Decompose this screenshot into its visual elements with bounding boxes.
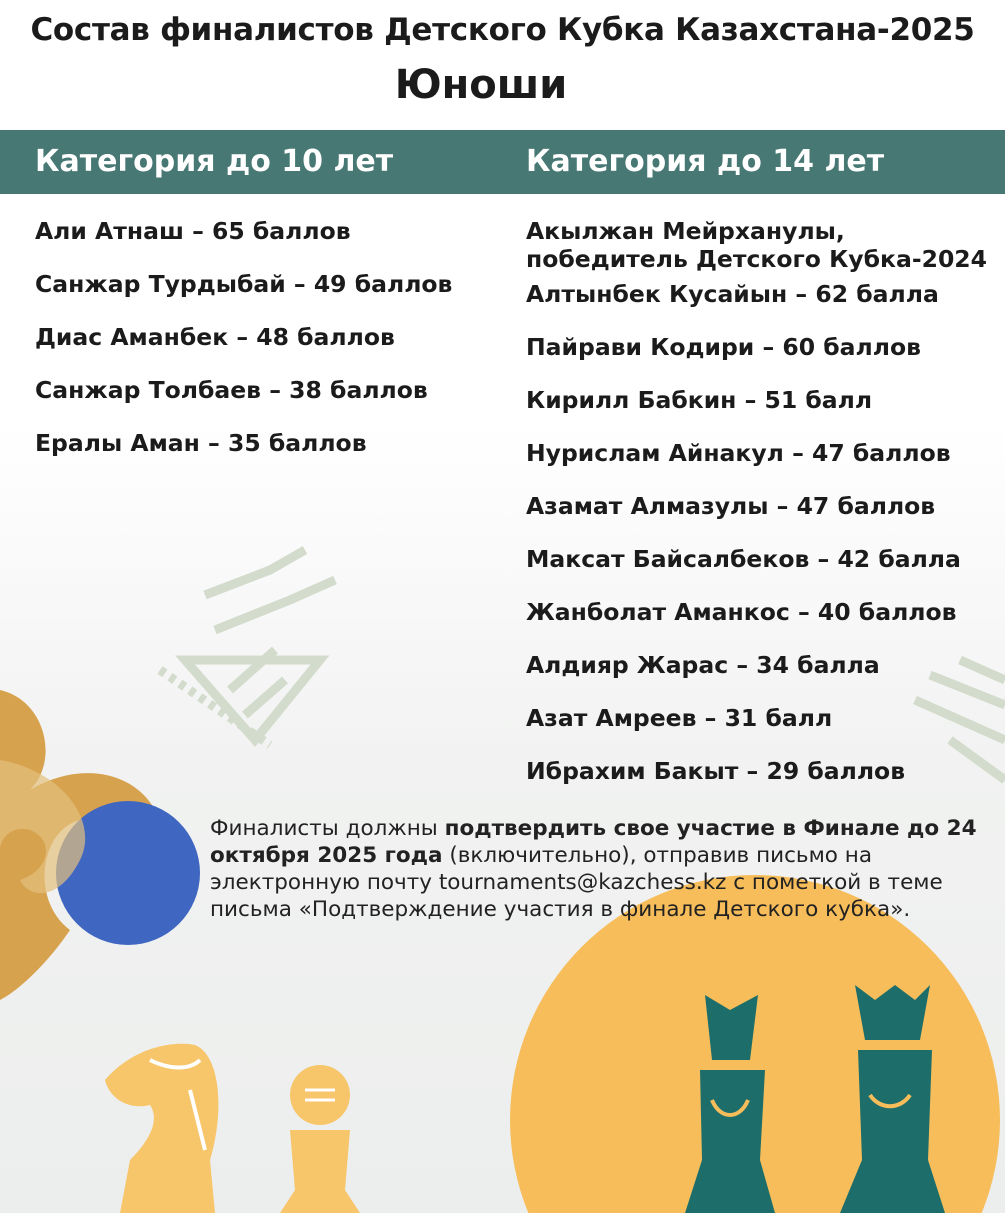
winner-note: победитель Детского Кубка-2024 xyxy=(526,245,988,273)
ornament-swirl xyxy=(0,690,200,1000)
list-item: Ералы Аман – 35 баллов xyxy=(35,429,367,457)
notice-text-start: Финалисты должны xyxy=(210,816,445,841)
player-list-u10 xyxy=(35,217,452,482)
list-item: Жанболат Аманкос – 40 баллов xyxy=(526,598,957,626)
list-item: Санжар Толбаев – 38 баллов xyxy=(35,376,428,404)
list-item: Кирилл Бабкин – 51 балл xyxy=(526,386,873,414)
list-item: Азамат Алмазулы – 47 баллов xyxy=(526,492,936,520)
list-item: Алтынбек Кусайын – 62 балла xyxy=(526,280,939,308)
list-item: Али Атнаш – 65 баллов xyxy=(35,217,351,245)
list-item: Ибрахим Бакыт – 29 баллов xyxy=(526,757,906,785)
winner-name: Акылжан Мейрханулы, xyxy=(526,217,845,245)
chess-pawn-icon xyxy=(280,1065,360,1213)
list-item: Нурислам Айнакул – 47 баллов xyxy=(526,439,951,467)
chess-knight-icon xyxy=(105,1044,218,1213)
notice-text-end: (включительно), отправив письмо на электронную почту tournaments@kazchess.kz с пометкой в теме письма «Подтверждение участия в финале Детского кубка». xyxy=(210,843,943,922)
list-item: Санжар Турдыбай – 49 баллов xyxy=(35,270,453,298)
list-item: Диас Аманбек – 48 баллов xyxy=(35,323,395,351)
notice-deadline: подтвердить свое участие в Финале до 24 октября 2025 года xyxy=(210,816,977,868)
winner-item xyxy=(526,217,987,280)
chess-rook-ornament xyxy=(160,550,335,745)
category-label-u10: Категория до 10 лет xyxy=(35,144,394,179)
list-item: Пайрави Кодири – 60 баллов xyxy=(526,333,921,361)
player-list-u14 xyxy=(526,217,987,810)
list-item: Азат Амреев – 31 балл xyxy=(526,704,833,732)
category-band xyxy=(0,130,1005,194)
page-subtitle: Юноши xyxy=(394,62,568,108)
category-label-u14: Категория до 14 лет xyxy=(526,144,885,179)
list-item: Максат Байсалбеков – 42 балла xyxy=(526,545,961,573)
list-item: Алдияр Жарас – 34 балла xyxy=(526,651,880,679)
confirmation-notice xyxy=(210,815,980,923)
page-title: Состав финалистов Детского Кубка Казахстана-2025 xyxy=(30,12,975,48)
